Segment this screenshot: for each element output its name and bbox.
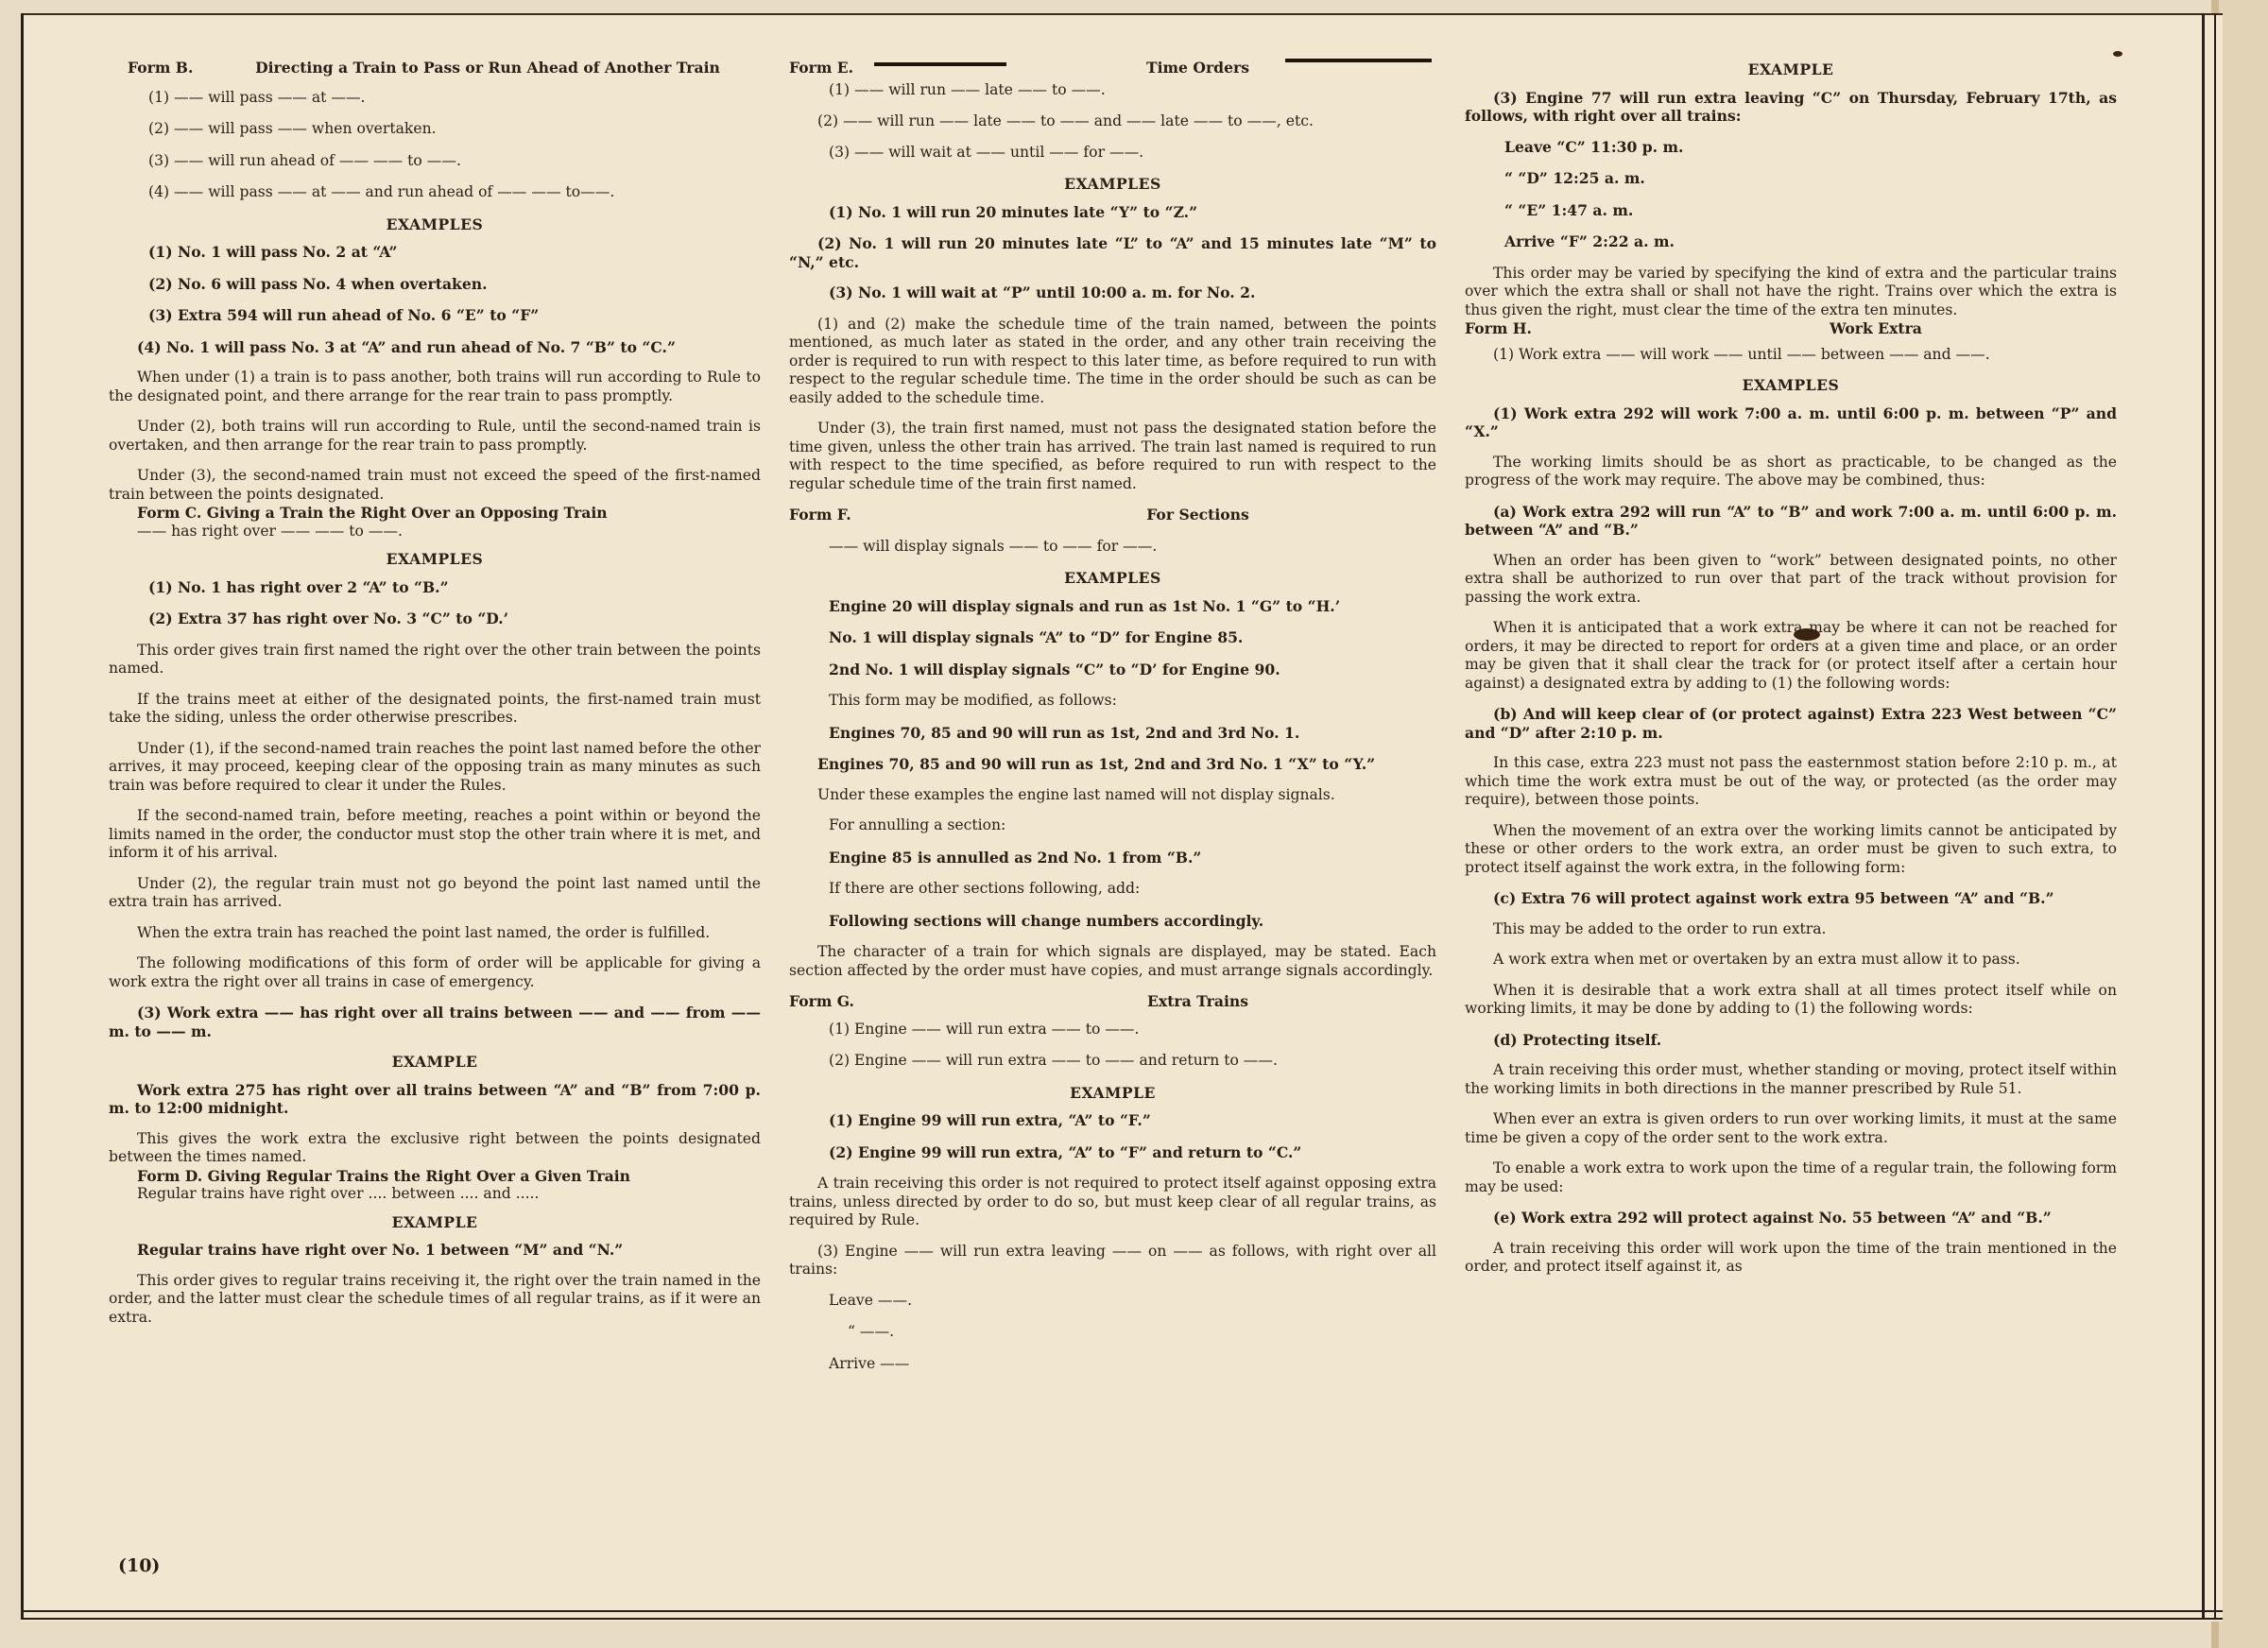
paragraph: This order gives to regular trains receiving it, the right over the train named in the order, and the latter must clear the schedule times of all regular trains, as if it were an extra. [109,1271,761,1326]
paragraph: When the extra train has reached the point last named, the order is fulfilled. [137,923,711,941]
paragraph: To enable a work extra to work upon the time of a regular train, the following form may be used: [1465,1159,2117,1195]
example-heading: EXAMPLE [1747,60,1834,78]
form-b-line: (1) —— will pass —— at ——. [148,88,366,106]
schedule-line: Arrive “F” 2:22 a. m. [1504,232,1675,250]
example-line: No. 1 will display signals “A” to “D” for Engine 85. [829,628,1244,646]
schedule-line: “ “E” 1:47 a. m. [1504,200,1634,219]
form-c-3: (3) Work extra —— has right over all trains between —— and —— from —— m. to —— m. [109,1004,761,1040]
form-d-line: Regular trains have right over .... between .... and ..... [137,1185,540,1202]
examples-heading: EXAMPLES [1064,569,1161,587]
ink-mark [2113,51,2122,57]
page-edge [2215,0,2268,1648]
schedule-line: Leave “C” 11:30 p. m. [1504,137,1684,156]
column-middle [789,59,1436,1386]
paragraph: This gives the work extra the exclusive right between the points designated between the times named. [109,1129,761,1165]
paragraph: When it is anticipated that a work extra may be where it can not be reached for orders, it may be directed to report for orders at a given time and place, or an order may be given that it shall clear the track for (or protect itself after a certain hour against) a designated extra by adding to (1) the following words: [1465,619,2117,692]
form-g-header [789,992,1436,1011]
form-c-line: —— has right over —— —— to ——. [137,522,404,540]
form-h-line: (1) Work extra —— will work —— until —— between —— and ——. [1493,345,1990,363]
form-g-line: (1) Engine —— will run extra —— to ——. [829,1020,1140,1038]
paragraph: Under (2), both trains will run according to Rule, until the second-named train is overtaken, and then arrange for the rear train to pass promptly. [109,418,761,454]
example-line: (d) Protecting itself. [1493,1030,1662,1049]
form-e-title: Time Orders [1146,59,1249,77]
form-e-line: (3) —— will wait at —— until —— for ——. [829,143,1144,161]
form-c-title: Form C. Giving a Train the Right Over an Opposing Train [137,504,608,522]
form-g-line: (2) Engine —— will run extra —— to —— and return to ——. [829,1052,1278,1069]
paragraph: (1) and (2) make the schedule time of the train named, between the points mentioned, as much later as stated in the order, and any other train receiving the order is required to run with respect to this later time, as before required to run with respect to the regular schedule time. The time in the order should be such as can be easily added to the schedule time. [789,315,1436,406]
paragraph: The working limits should be as short as practicable, to be changed as the progress of the work may require. The above may be combined, thus: [1465,453,2117,489]
page-border-right [2202,13,2216,1620]
example-line: (1) No. 1 will pass No. 2 at “A” [148,243,398,261]
form-f-title: For Sections [1146,506,1249,524]
example-line: (2) Extra 37 has right over No. 3 “C” to “D.’ [148,609,509,627]
example-line: (1) No. 1 will run 20 minutes late “Y” to “Z.” [829,202,1198,221]
schedule-line: “ “D” 12:25 a. m. [1504,169,1645,187]
form-b-line: (2) —— will pass —— when overtaken. [148,120,437,137]
examples-heading: EXAMPLES [1064,175,1161,193]
example-line: Following sections will change numbers accordingly. [829,911,1264,930]
paragraph: When under (1) a train is to pass another, both trains will run according to Rule to the designated point, and there arrange for the rear train to pass promptly. [109,369,761,404]
form-g-arrive: Arrive —— [829,1354,910,1372]
form-g-title: Extra Trains [1147,992,1248,1010]
page-border-left [21,13,24,1620]
examples-heading: EXAMPLES [386,215,484,233]
example-line: Engine 85 is annulled as 2nd No. 1 from “B.” [829,848,1202,867]
example-line: (c) Extra 76 will protect against work extra 95 between “A” and “B.” [1493,889,2054,907]
example-line: (1) Engine 99 will run extra, “A” to “F.” [829,1111,1151,1129]
form-h-title: Work Extra [1830,319,1922,337]
example-heading: EXAMPLE [391,1212,478,1231]
form-d-title: Form D. Giving Regular Trains the Right Over a Given Train [137,1166,630,1185]
example-line: Regular trains have right over No. 1 between “M” and “N.” [137,1241,624,1259]
paragraph: The character of a train for which signals are displayed, may be stated. Each section affected by the order must have copies, and must arrange signals accordingly. [789,943,1436,979]
paragraph: Under (3), the train first named, must not pass the designated station before the time given, unless the other train has arrived. The train last named is required to run with respect to the time specified, as before required to run with respect to the regular schedule time of the train first named. [789,420,1436,492]
paragraph: This order gives train first named the right over the other train between the points named. [109,641,761,677]
paragraph: This may be added to the order to run extra. [1493,919,1827,937]
form-b-header [109,59,761,77]
form-e-line: (1) —— will run —— late —— to ——. [829,80,1106,98]
example-line: (4) No. 1 will pass No. 3 at “A” and run ahead of No. 7 “B” to “C.” [137,337,676,356]
paragraph: For annulling a section: [829,816,1006,833]
form-b-label: Form B. [128,59,194,77]
form-h-header [1465,319,2117,338]
paragraph: Under these examples the engine last named will not display signals. [817,785,1335,803]
page-number: (10) [118,1555,161,1576]
form-e-label: Form E. [789,59,854,77]
form-g-ditto: “ ——. [848,1323,895,1340]
paragraph: If the trains meet at either of the designated points, the first-named train must take the siding, unless the order otherwise prescribes. [109,690,761,726]
paragraph: When an order has been given to “work” between designated points, no other extra shall be authorized to run over that part of the track without provision for passing the work extra. [1465,551,2117,606]
example-line: (e) Work extra 292 will protect against No. 55 between “A” and “B.” [1493,1209,2052,1227]
examples-heading: EXAMPLES [1742,376,1840,394]
column-right [1465,59,2117,1289]
example-line: (1) No. 1 has right over 2 “A” to “B.” [148,577,449,596]
paragraph: A train receiving this order is not required to protect itself against opposing extra trains, unless directed by order to do so, but must keep clear of all regular trains, as required by Rule. [789,1175,1436,1228]
example-heading: EXAMPLE [391,1053,478,1071]
example-line: (a) Work extra 292 will run “A” to “B” and work 7:00 a. m. until 6:00 p. m. between “A” and “B.” [1465,502,2117,539]
example-line: (3) Engine 77 will run extra leaving “C” on Thursday, February 17th, as follows, with right over all trains: [1465,88,2117,125]
form-b-line: (3) —— will run ahead of —— —— to ——. [148,151,461,169]
example-line: Engines 70, 85 and 90 will run as 1st, 2nd and 3rd No. 1 “X” to “Y.” [817,755,1376,773]
paragraph: A train receiving this order must, whether standing or moving, protect itself within the working limits in both directions in the manner prescribed by Rule 51. [1465,1061,2117,1097]
example-line: (3) Extra 594 will run ahead of No. 6 “E” to “F” [148,306,540,324]
form-b-line: (4) —— will pass —— at —— and run ahead of —— —— to——. [148,183,615,200]
paragraph: If the second-named train, before meeting, reaches a point within or beyond the limits named in the order, the conductor must stop the other train where it is met, and inform it of his arrival. [109,807,761,861]
example-line: (2) No. 6 will pass No. 4 when overtaken. [148,274,488,293]
paragraph: When the movement of an extra over the working limits cannot be anticipated by these or other orders to the work extra, an order must be given to such extra, to protect itself against the work extra, in the following form: [1465,821,2117,876]
form-b-title: Directing a Train to Pass or Run Ahead of Another Train [255,59,720,77]
example-line: (2) Engine 99 will run extra, “A” to “F” and return to “C.” [829,1142,1302,1161]
paragraph: Under (3), the second-named train must not exceed the speed of the first-named train between the points designated. [109,467,761,503]
example-line: (2) No. 1 will run 20 minutes late “L” to “A” and 15 minutes late “M” to “N,” etc. [789,234,1436,271]
page-border-bottom [21,1610,2223,1620]
paragraph: The following modifications of this form of order will be applicable for giving a work extra the right over all trains in case of emergency. [109,954,761,990]
paragraph: Under (1), if the second-named train reaches the point last named before the other arrives, it may proceed, keeping clear of the opposing train as many minutes as such train was before required to clear it under the Rules. [109,739,761,794]
paragraph: When ever an extra is given orders to run over working limits, it must at the same time be given a copy of the order sent to the work extra. [1465,1110,2117,1146]
example-line: Engine 20 will display signals and run as 1st No. 1 “G” to “H.’ [829,596,1341,615]
form-g-label: Form G. [789,992,854,1010]
form-h-label: Form H. [1465,319,1532,337]
paragraph: When it is desirable that a work extra shall at all times protect itself while on working limits, it may be done by adding to (1) the following words: [1465,981,2117,1017]
example-line: Engines 70, 85 and 90 will run as 1st, 2nd and 3rd No. 1. [829,723,1300,742]
paragraph: If there are other sections following, add: [829,880,1141,897]
example-line: (1) Work extra 292 will work 7:00 a. m. until 6:00 p. m. between “P” and “X.” [1465,403,2117,440]
paragraph: A work extra when met or overtaken by an extra must allow it to pass. [1493,951,2020,968]
paragraph: This form may be modified, as follows: [829,692,1117,709]
form-e-line: (2) —— will run —— late —— to —— and —— late —— to ——, etc. [817,112,1314,129]
paragraph: A train receiving this order will work upon the time of the train mentioned in the order, and protect itself against it, as [1465,1239,2117,1275]
example-line: Work extra 275 has right over all trains between “A” and “B” from 7:00 p. m. to 12:00 midnight. [109,1080,761,1117]
column-left [109,59,761,1339]
form-g-leave: Leave ——. [829,1291,913,1309]
paragraph: This order may be varied by specifying the kind of extra and the particular trains over which the extra shall or shall not have the right. Trains over which the extra is thus given the right, must clear the time of the extra ten minutes. [1465,264,2117,318]
paragraph: In this case, extra 223 must not pass the easternmost station before 2:10 p. m., at which time the work extra must be out of the way, or protected (as the order may require), between those points. [1465,754,2117,808]
examples-heading: EXAMPLES [386,550,484,568]
example-line: (b) And will keep clear of (or protect against) Extra 223 West between “C” and “D” after 2:10 p. m. [1465,705,2117,742]
example-line: 2nd No. 1 will display signals “C” to “D’ for Engine 90. [829,660,1280,678]
paragraph: Under (2), the regular train must not go beyond the point last named until the extra train has arrived. [109,874,761,910]
form-f-label: Form F. [789,506,851,524]
form-f-header [789,506,1436,524]
form-f-line: —— will display signals —— to —— for ——. [829,537,1158,555]
form-g-3: (3) Engine —— will run extra leaving —— on —— as follows, with right over all trains: [789,1242,1436,1278]
example-line: (3) No. 1 will wait at “P” until 10:00 a. m. for No. 2. [829,283,1256,301]
form-e-header [789,59,1436,77]
example-heading: EXAMPLE [1070,1083,1156,1102]
